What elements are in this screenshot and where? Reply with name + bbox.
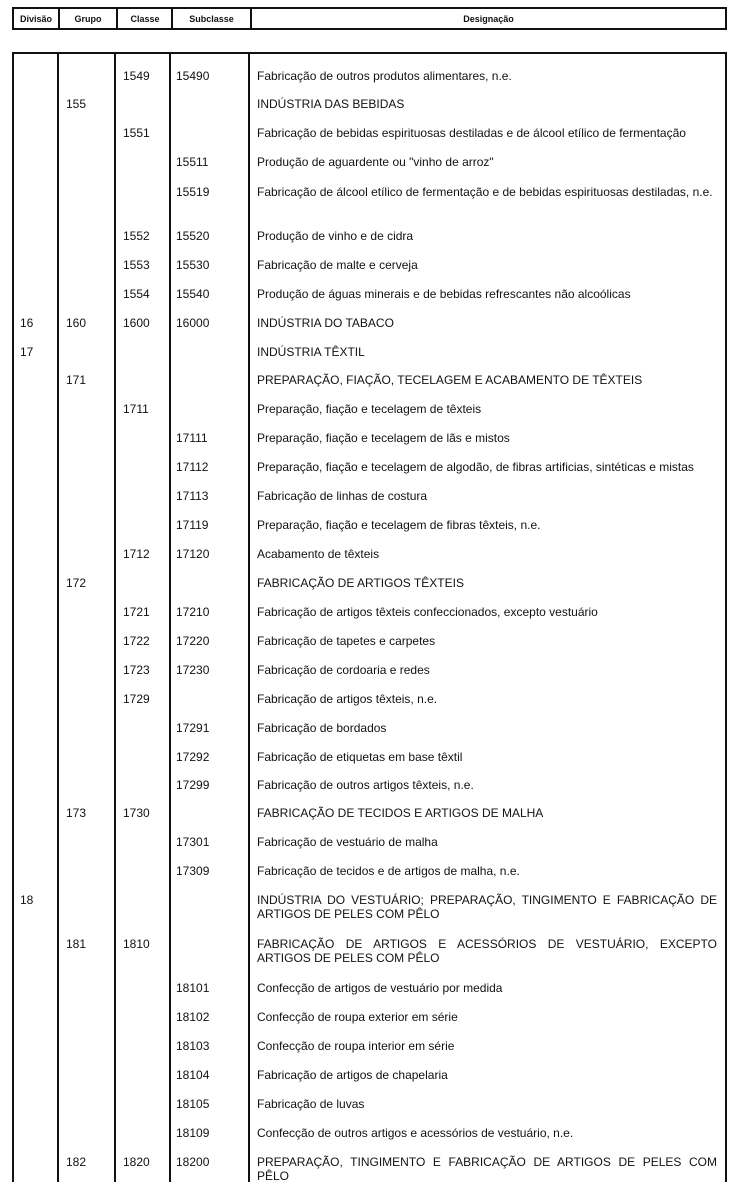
header-grupo: Grupo — [74, 13, 102, 24]
cell-subclasse: 17309 — [176, 864, 210, 878]
column-border — [248, 52, 250, 1182]
cell-subclasse: 18105 — [176, 1097, 210, 1111]
column-border — [725, 52, 727, 1182]
cell-subclasse: 18109 — [176, 1126, 210, 1140]
cell-grupo: 171 — [66, 373, 87, 387]
cell-classe: 1810 — [123, 937, 150, 951]
cell-designacao: Fabricação de outros produtos alimentares, n.e. — [257, 69, 512, 83]
cell-grupo: 181 — [66, 937, 87, 951]
column-border — [57, 52, 59, 1182]
cell-classe: 1711 — [123, 402, 149, 416]
cell-subclasse: 15519 — [176, 185, 210, 199]
cell-classe: 1730 — [123, 806, 150, 820]
cell-designacao: Fabricação de bebidas espirituosas destiladas e de álcool etílico de fermentação — [257, 126, 686, 140]
cell-designacao: Produção de aguardente ou "vinho de arroz" — [257, 155, 494, 169]
cell-classe: 1553 — [123, 258, 150, 272]
cell-classe: 1600 — [123, 316, 150, 330]
cell-designacao: Fabricação de artigos têxteis, n.e. — [257, 692, 438, 706]
cell-subclasse: 18104 — [176, 1068, 210, 1082]
cell-subclasse: 17112 — [176, 460, 209, 474]
cell-designacao: INDÚSTRIA DO TABACO — [257, 316, 394, 330]
cell-designacao: FABRICAÇÃO DE ARTIGOS TÊXTEIS — [257, 576, 464, 590]
table-body-top-border — [12, 52, 727, 54]
cell-subclasse: 17210 — [176, 605, 210, 619]
header-classe: Classe — [130, 13, 160, 24]
cell-grupo: 155 — [66, 97, 87, 111]
cell-classe: 1712 — [123, 547, 150, 561]
cell-designacao: Produção de vinho e de cidra — [257, 229, 414, 243]
cell-subclasse: 17291 — [176, 721, 210, 735]
cell-subclasse: 15520 — [176, 229, 210, 243]
cell-designacao: INDÚSTRIA DO VESTUÁRIO; PREPARAÇÃO, TINGIMENTO E FABRICAÇÃO DE ARTIGOS DE PELES COM PÊLO — [257, 893, 717, 921]
header-designacao: Designação — [463, 13, 514, 24]
cell-designacao: Acabamento de têxteis — [257, 547, 380, 561]
cell-divisao: 16 — [20, 316, 34, 330]
cell-designacao: Fabricação de artigos de chapelaria — [257, 1068, 448, 1082]
cell-subclasse: 18102 — [176, 1010, 210, 1024]
cell-classe: 1722 — [123, 634, 150, 648]
cell-subclasse: 16000 — [176, 316, 210, 330]
cell-subclasse: 18101 — [176, 981, 210, 995]
cell-subclasse: 17119 — [176, 518, 209, 532]
cell-designacao: Produção de águas minerais e de bebidas refrescantes não alcoólicas — [257, 287, 631, 301]
cell-designacao: Confecção de roupa exterior em série — [257, 1010, 458, 1024]
table-header — [12, 7, 727, 30]
cell-designacao: PREPARAÇÃO, FIAÇÃO, TECELAGEM E ACABAMENTO DE TÊXTEIS — [257, 373, 643, 387]
cell-designacao: Fabricação de cordoaria e redes — [257, 663, 430, 677]
cell-grupo: 172 — [66, 576, 87, 590]
cell-grupo: 173 — [66, 806, 87, 820]
cell-designacao: Fabricação de tapetes e carpetes — [257, 634, 436, 648]
column-border — [169, 52, 171, 1182]
cell-classe: 1552 — [123, 229, 150, 243]
cell-designacao: FABRICAÇÃO DE ARTIGOS E ACESSÓRIOS DE VESTUÁRIO, EXCEPTO ARTIGOS DE PELES COM PÊLO — [257, 937, 717, 965]
cell-grupo: 160 — [66, 316, 87, 330]
cell-designacao: Preparação, fiação e tecelagem de fibras têxteis, n.e. — [257, 518, 541, 532]
cell-designacao: Confecção de roupa interior em série — [257, 1039, 455, 1053]
cell-classe: 1551 — [123, 126, 150, 140]
cell-designacao: INDÚSTRIA TÊXTIL — [257, 345, 365, 359]
cell-classe: 1554 — [123, 287, 150, 301]
cell-grupo: 182 — [66, 1155, 87, 1169]
cell-subclasse: 17111 — [176, 431, 208, 445]
cell-classe: 1723 — [123, 663, 150, 677]
cell-designacao: Fabricação de bordados — [257, 721, 387, 735]
cell-designacao: PREPARAÇÃO, TINGIMENTO E FABRICAÇÃO DE ARTIGOS DE PELES COM PÊLO — [257, 1155, 717, 1183]
cell-subclasse: 15540 — [176, 287, 210, 301]
cell-subclasse: 15490 — [176, 69, 210, 83]
cell-designacao: Fabricação de malte e cerveja — [257, 258, 418, 272]
cell-designacao: Fabricação de etiquetas em base têxtil — [257, 750, 463, 764]
header-divisao: Divisão — [19, 13, 52, 24]
cell-subclasse: 17292 — [176, 750, 210, 764]
cell-divisao: 18 — [20, 893, 34, 907]
cell-designacao: Fabricação de luvas — [257, 1097, 365, 1111]
cell-designacao: Preparação, fiação e tecelagem de têxteis — [257, 402, 482, 416]
cell-subclasse: 15530 — [176, 258, 210, 272]
column-border — [12, 52, 14, 1182]
cell-designacao: Fabricação de linhas de costura — [257, 489, 428, 503]
cell-designacao: Fabricação de álcool etílico de fermentação e de bebidas espirituosas destiladas, n.e. — [257, 185, 713, 199]
column-border — [114, 52, 116, 1182]
cell-designacao: Fabricação de tecidos e de artigos de malha, n.e. — [257, 864, 520, 878]
cell-classe: 1721 — [123, 605, 150, 619]
cell-designacao: Fabricação de artigos têxteis confeccionados, excepto vestuário — [257, 605, 598, 619]
cell-designacao: Confecção de artigos de vestuário por medida — [257, 981, 503, 995]
header-subclasse: Subclasse — [189, 13, 234, 24]
cell-designacao: Preparação, fiação e tecelagem de lãs e mistos — [257, 431, 510, 445]
cell-designacao: Fabricação de vestuário de malha — [257, 835, 438, 849]
cell-subclasse: 17299 — [176, 778, 210, 792]
cell-classe: 1729 — [123, 692, 150, 706]
cell-subclasse: 17230 — [176, 663, 210, 677]
cell-subclasse: 18200 — [176, 1155, 210, 1169]
cell-subclasse: 15511 — [176, 155, 209, 169]
cell-subclasse: 17120 — [176, 547, 210, 561]
cell-classe: 1820 — [123, 1155, 150, 1169]
cell-subclasse: 18103 — [176, 1039, 210, 1053]
cell-subclasse: 17301 — [176, 835, 210, 849]
cell-designacao: Confecção de outros artigos e acessórios de vestuário, n.e. — [257, 1126, 574, 1140]
cell-divisao: 17 — [20, 345, 34, 359]
cell-designacao: INDÚSTRIA DAS BEBIDAS — [257, 97, 405, 111]
cell-designacao: Fabricação de outros artigos têxteis, n.e. — [257, 778, 474, 792]
cell-classe: 1549 — [123, 69, 150, 83]
cell-subclasse: 17220 — [176, 634, 210, 648]
cell-subclasse: 17113 — [176, 489, 209, 503]
cell-designacao: Preparação, fiação e tecelagem de algodão, de fibras artificias, sintéticas e mistas — [257, 460, 694, 474]
cell-designacao: FABRICAÇÃO DE TECIDOS E ARTIGOS DE MALHA — [257, 806, 544, 820]
